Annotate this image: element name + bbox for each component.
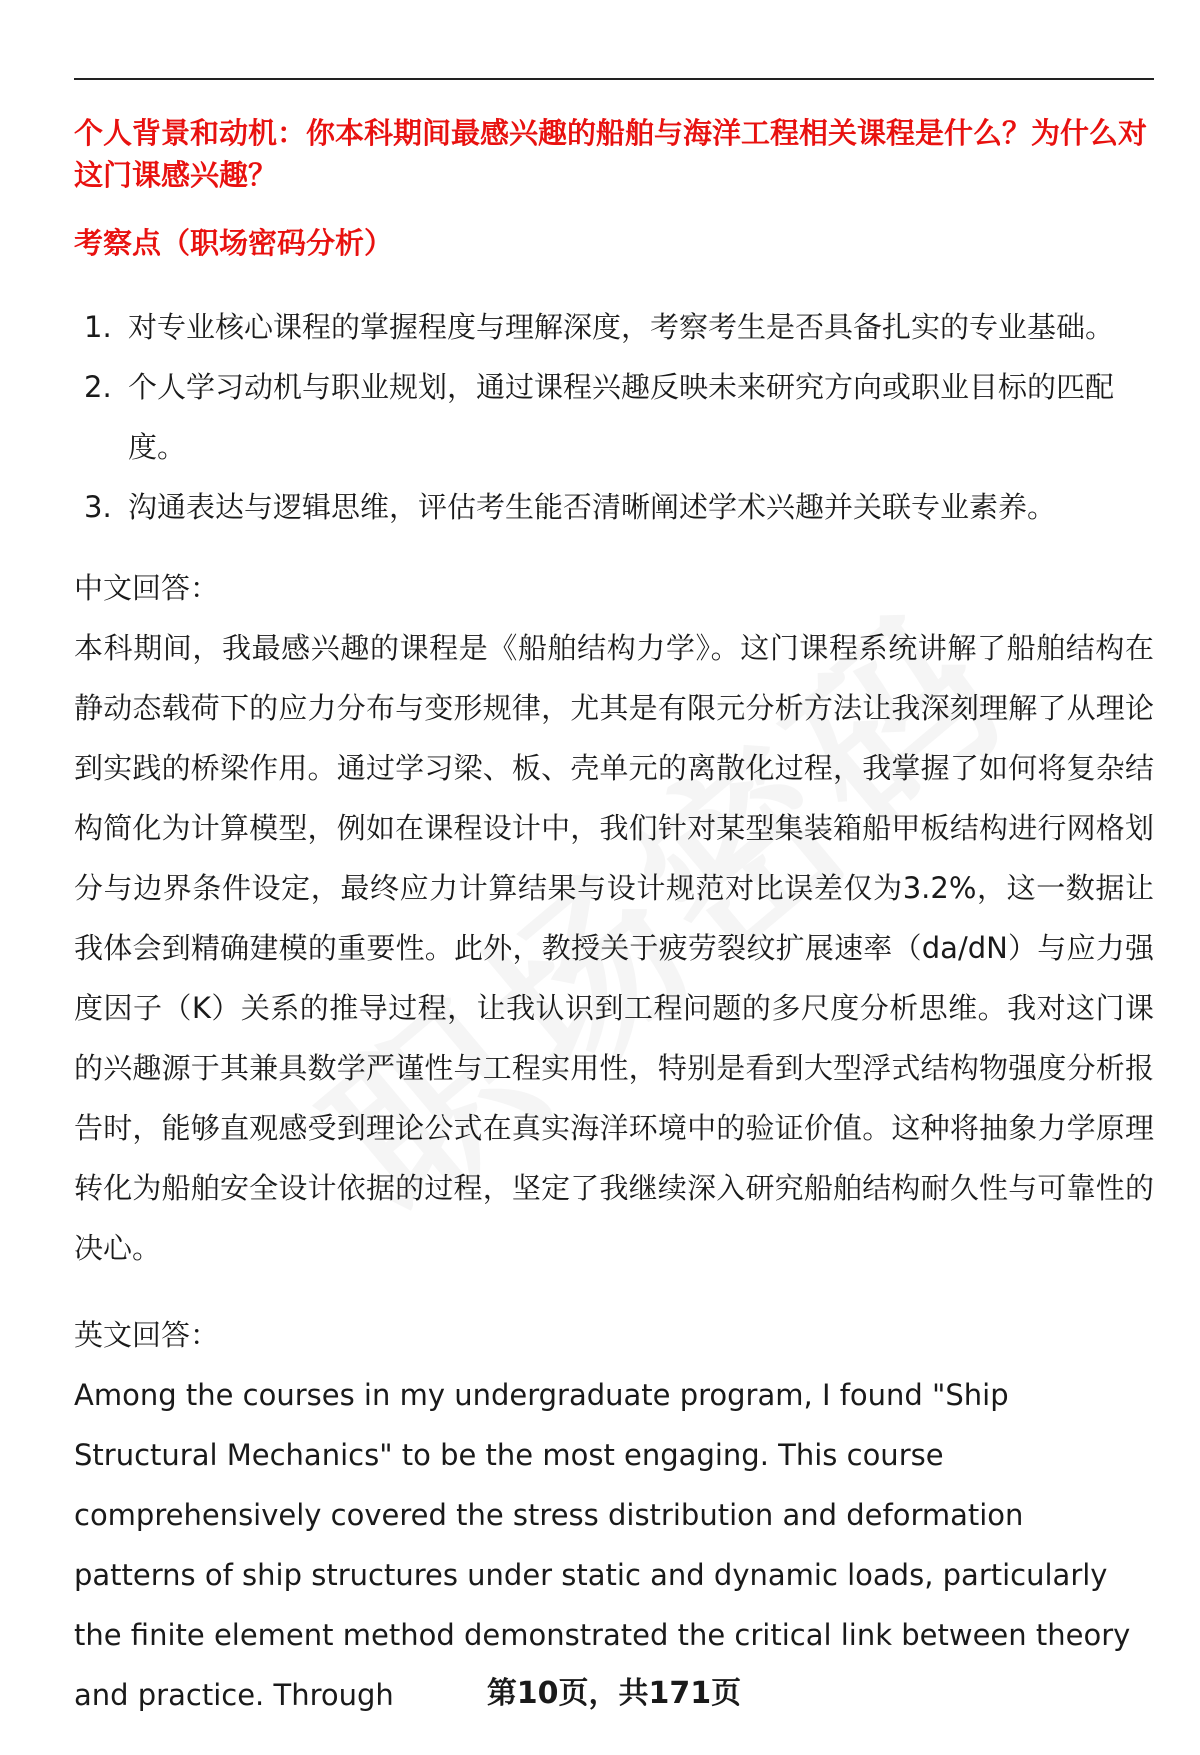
list-item-text: 对专业核心课程的掌握程度与理解深度，考察考生是否具备扎实的专业基础。 [128, 310, 1115, 344]
list-item-number: 3. [84, 490, 112, 524]
list-item [74, 297, 1154, 357]
chinese-answer-label: 中文回答： [74, 571, 220, 605]
page-number: 第10页，共171页 [486, 1676, 742, 1711]
english-answer-label: 英文回答： [74, 1318, 220, 1352]
list-item-number: 2. [84, 370, 112, 404]
list-item-text: 沟通表达与逻辑思维，评估考生能否清晰阐述学术兴趣并关联专业素养。 [128, 490, 1057, 524]
list-item-number: 1. [84, 310, 112, 344]
list-item-text: 个人学习动机与职业规划，通过课程兴趣反映未来研究方向或职业目标的匹配度。 [128, 370, 1115, 464]
points-list [74, 297, 1154, 537]
header-rule [74, 78, 1154, 80]
points-heading: 考察点（职场密码分析） [74, 226, 394, 260]
list-item [74, 357, 1154, 477]
chinese-answer-paragraph: 本科期间，我最感兴趣的课程是《船舶结构力学》。这门课程系统讲解了船舶结构在静动态载荷下的应力分布与变形规律，尤其是有限元分析方法让我深刻理解了从理论到实践的桥梁作用。通过学习梁、板、壳单元的离散化过程，我掌握了如何将复杂结构简化为计算模型，例如在课程设计中，我们针对某型集装箱船甲板结构进行网格划分与边界条件设定，最终应力计算结果与设计规范对比误差仅为3.2%，这一数据让我体会到精确建模的重要性。此外，教授关于疲劳裂纹扩展速率（da/dN）与应力强度因子（K）关系的推导过程，让我认识到工程问题的多尺度分析思维。我对这门课的兴趣源于其兼具数学严谨性与工程实用性，特别是看到大型浮式结构物强度分析报告时，能够直观感受到理论公式在真实海洋环境中的验证价值。这种将抽象力学原理转化为船舶安全设计依据的过程，坚定了我继续深入研究船舶结构耐久性与可靠性的决心。 [74, 631, 1154, 1265]
list-item [74, 477, 1154, 537]
english-answer-paragraph: Among the courses in my undergraduate program, I found "Ship Structural Mechanics" to be the most engaging. This course comprehensively covered the stress distribution and deformation patterns of ship structures under static and dynamic loads, particularly the finite element method demonstrated the critical link between theory and practice. Through [74, 1378, 1131, 1712]
question-heading: 个人背景和动机：你本科期间最感兴趣的船舶与海洋工程相关课程是什么？为什么对这门课感兴趣？ [74, 116, 1148, 192]
document-page [74, 0, 1154, 1755]
